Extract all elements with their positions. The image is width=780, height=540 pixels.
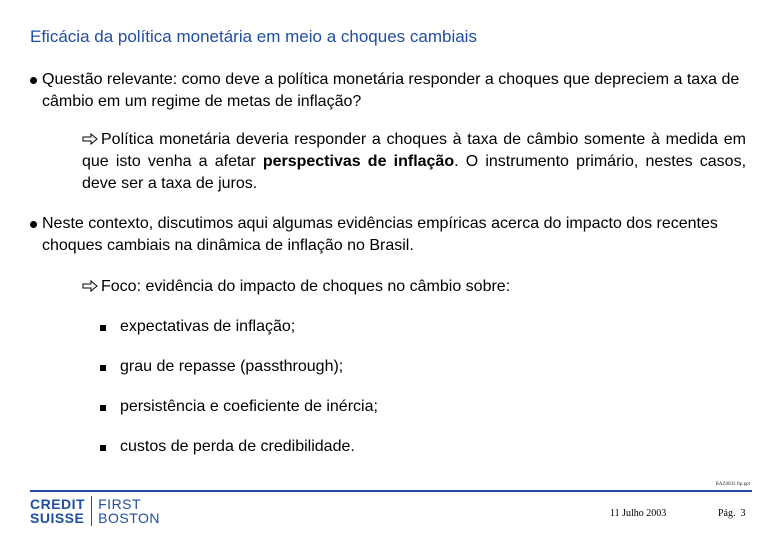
square-bullet-icon — [100, 325, 106, 331]
credit-suisse-first-boston-logo — [30, 496, 160, 526]
bullet-text: Questão relevante: como deve a política monetária responder a choques que depreciem a taxa de câmbio em um regime de metas de inflação? — [42, 71, 740, 110]
bullet-relevant-question — [30, 69, 750, 113]
file-reference: BAZ0043 ftp.ppt — [715, 482, 750, 487]
square-bullet-icon — [100, 445, 106, 451]
list-item-text: custos de perda de credibilidade. — [120, 438, 355, 455]
bullet-text: Neste contexto, discutimos aqui algumas evidências empíricas acerca do impacto dos recentes choques cambiais na dinâmica de inflação no Brasil. — [42, 215, 718, 254]
footer-divider — [30, 490, 752, 492]
list-item — [100, 316, 295, 338]
bullet-context — [30, 213, 750, 257]
list-item — [100, 396, 378, 418]
bullet-dot-icon — [30, 77, 37, 84]
logo-text-first: FIRST — [98, 496, 142, 512]
square-bullet-icon — [100, 405, 106, 411]
footer-date: 11 Julho 2003 — [610, 508, 667, 519]
sub-bullet-post: . O instrumento primário, nestes casos, deve ser a taxa de juros. — [82, 153, 747, 192]
square-bullet-icon — [100, 365, 106, 371]
list-item-text: persistência e coeficiente de inércia; — [120, 398, 378, 415]
list-item-text: expectativas de inflação; — [120, 318, 296, 335]
list-item — [100, 436, 355, 458]
sub-bullet-focus — [82, 276, 746, 298]
slide-title: Eficácia da política monetária em meio a choques cambiais — [30, 27, 477, 46]
page-number-value: 3 — [740, 508, 746, 519]
sub-bullet-text: Foco: evidência do impacto de choques no câmbio sobre: — [101, 278, 511, 295]
page-number — [718, 508, 746, 519]
sub-bullet-bold: perspectivas de inflação — [262, 153, 455, 170]
sub-bullet-text-block — [82, 129, 746, 195]
list-item-text: grau de repasse (passthrough); — [120, 358, 344, 375]
page-label: Pág. — [718, 508, 736, 519]
logo-text-boston: BOSTON — [98, 510, 160, 526]
logo-separator — [91, 496, 92, 526]
logo-text-suisse: SUISSE — [30, 510, 85, 526]
bullet-dot-icon — [30, 221, 37, 228]
list-item — [100, 356, 343, 378]
logo-text-credit: CREDIT — [30, 496, 86, 512]
sub-bullet-pre: Política monetária deveria responder a choques à taxa de câmbio somente à medida em que isto venha a afetar — [82, 131, 746, 170]
hollow-arrow-right-icon — [82, 280, 98, 292]
